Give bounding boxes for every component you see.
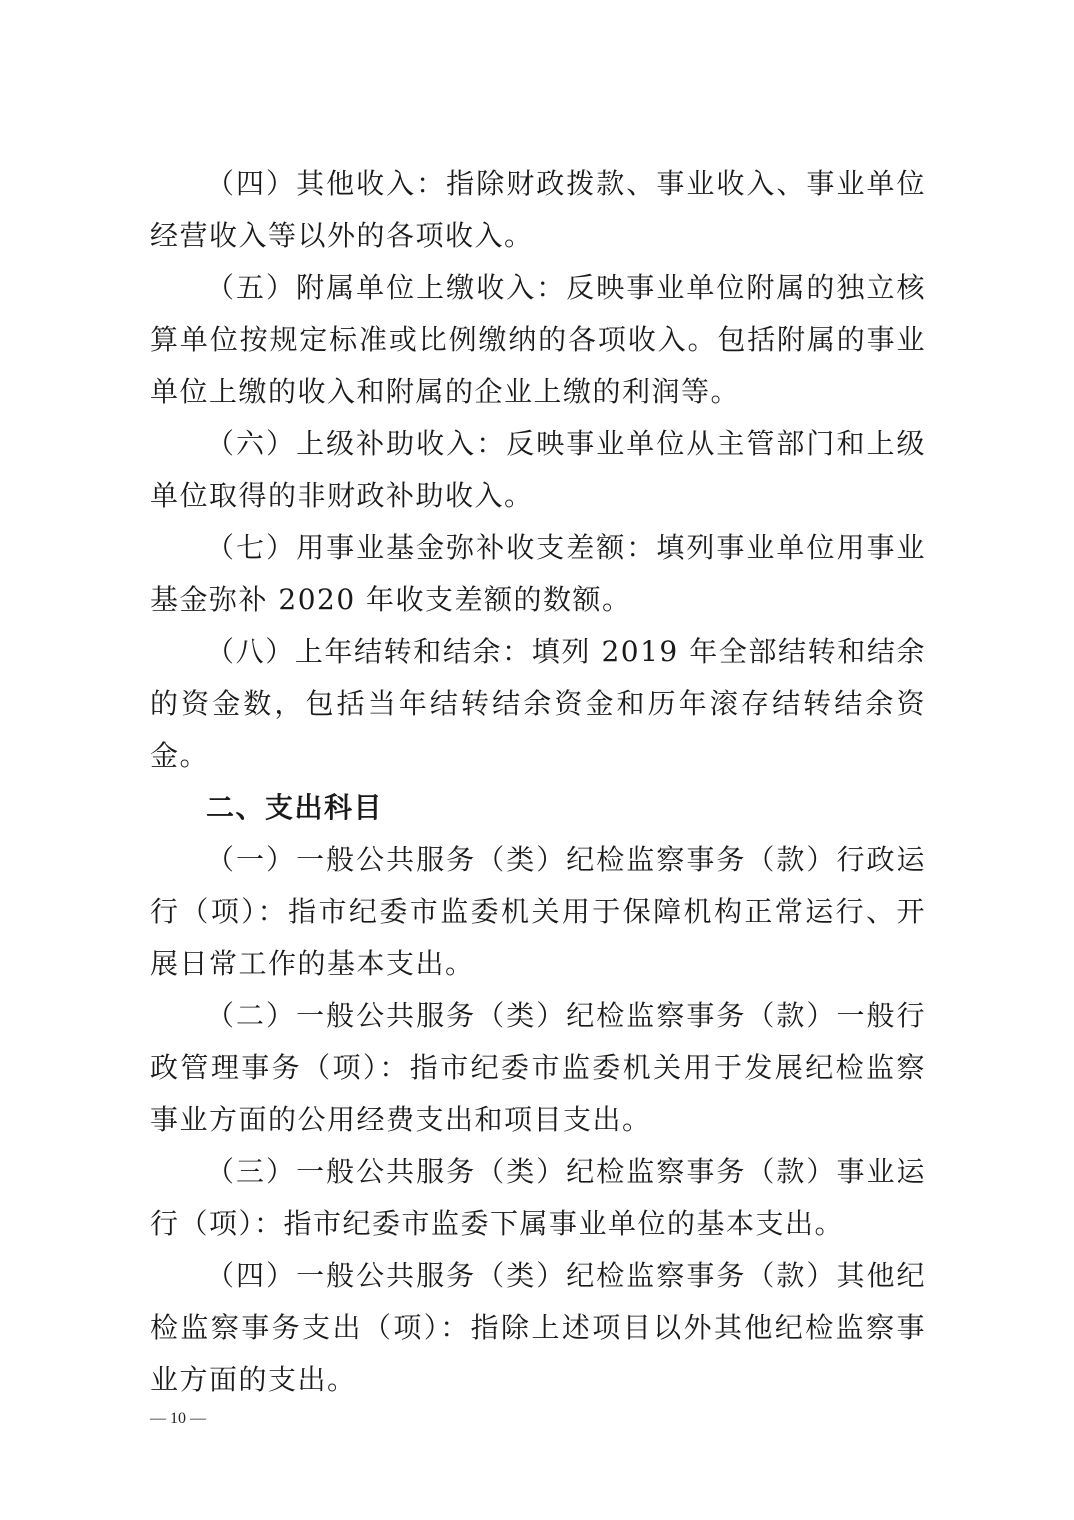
paragraph-other-affairs: （四）一般公共服务（类）纪检监察事务（款）其他纪检监察事务支出（项）：指除上述项目以外其他纪检监察事业方面的支出。 (150, 1259, 926, 1396)
paragraph-carryover: （八）上年结转和结余：填列 2019 年全部结转和结余的资金数，包括当年结转结余资金和历年滚存结转结余资金。 (150, 635, 926, 772)
paragraph-institution-operation: （三）一般公共服务（类）纪检监察事务（款）事业运行（项）：指市纪委市监委下属事业单位的基本支出。 (150, 1155, 926, 1240)
paragraph-affiliated-income: （五）附属单位上缴收入：反映事业单位附属的独立核算单位按规定标准或比例缴纳的各项收入。包括附属的事业单位上缴的收入和附属的企业上缴的利润等。 (150, 271, 926, 408)
page-number: — 10 — (150, 1410, 206, 1427)
paragraph-superior-subsidy: （六）上级补助收入：反映事业单位从主管部门和上级单位取得的非财政补助收入。 (150, 427, 926, 512)
paragraph-fund-balance: （七）用事业基金弥补收支差额：填列事业单位用事业基金弥补 2020 年收支差额的数额。 (150, 531, 926, 616)
paragraph-admin-operation: （一）一般公共服务（类）纪检监察事务（款）行政运行（项）：指市纪委市监委机关用于保障机构正常运行、开展日常工作的基本支出。 (150, 843, 926, 980)
document-body (150, 158, 926, 1406)
paragraph-general-admin: （二）一般公共服务（类）纪检监察事务（款）一般行政管理事务（项）：指市纪委市监委机关用于发展纪检监察事业方面的公用经费支出和项目支出。 (150, 999, 926, 1136)
paragraph-other-income: （四）其他收入：指除财政拨款、事业收入、事业单位经营收入等以外的各项收入。 (150, 167, 926, 252)
section-heading-expenditure: 二、支出科目 (206, 791, 384, 824)
